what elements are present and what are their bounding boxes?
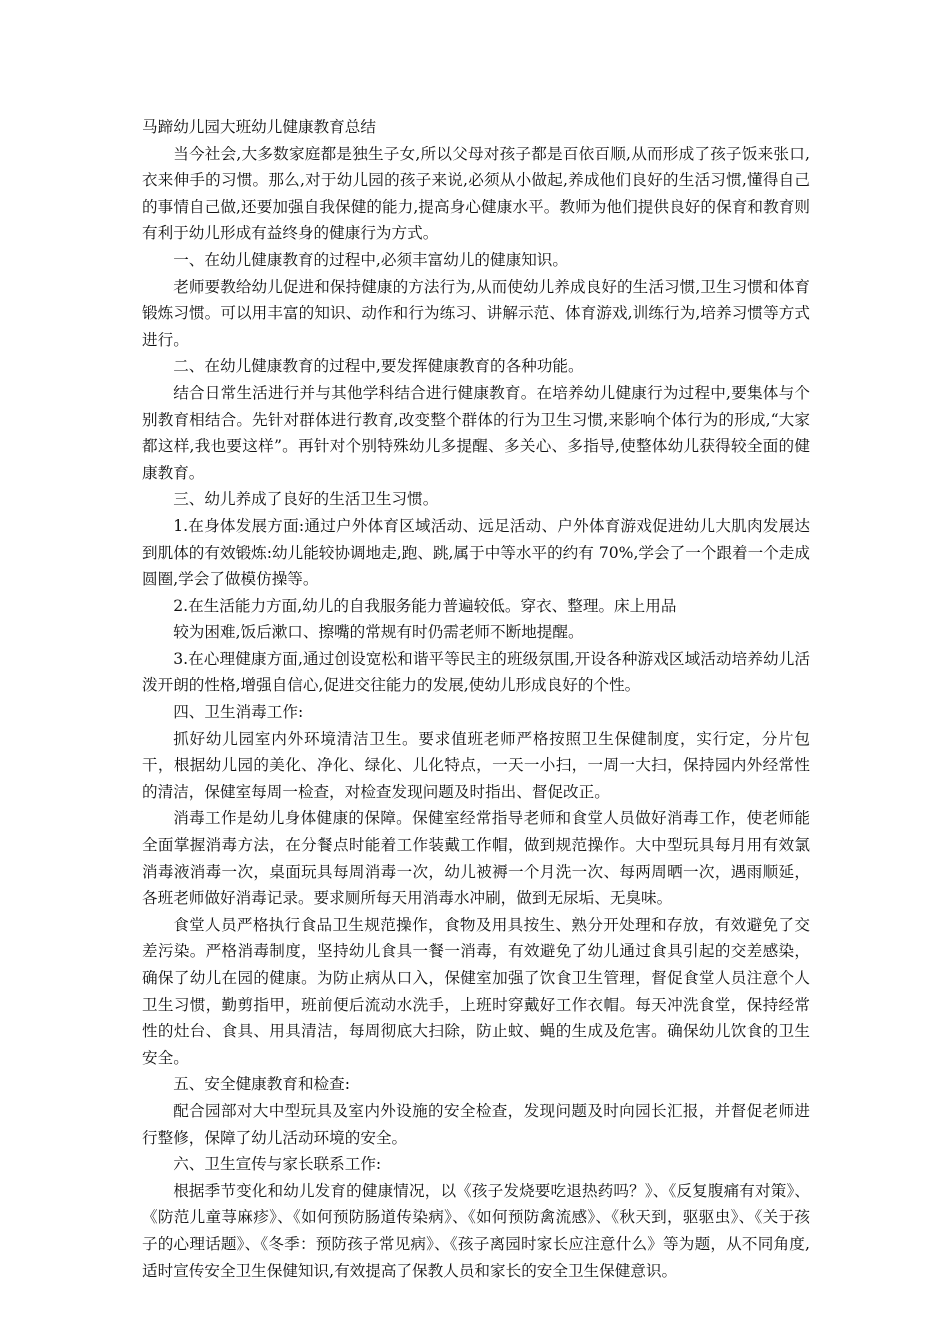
paragraph-section-4-disinfection: 消毒工作是幼儿身体健康的保障。保健室经常指导老师和食堂人员做好消毒工作，使老师能全面掌握消毒方法，在分餐点时能着工作装戴工作帽，做到规范操作。大中型玩具每月用有效氯消毒液消毒一次，桌面玩具每周消毒一次，幼儿被褥一个月洗一次、每两周晒一次，遇雨顺延，各班老师做好消毒记录。要求厕所每天用消毒水冲刷，做到无尿垢、无臭味。 [142, 809, 810, 908]
paragraph-section-6: 根据季节变化和幼儿发育的健康情况，以《孩子发烧要吃退热药吗？》、《反复腹痛有对策》、《防范儿童荨麻疹》、《如何预防肠道传染病》、《如何预防禽流感》、《秋天到，驱驱虫》、《关于孩子的心理话题》、《冬季：预防孩子常见病》、《孩子离园时家长应注意什么》等为题，从不同角度,适时宣传安全卫生保健知识,有效提高了保教人员和家长的安全卫生保健意识。 [142, 1181, 810, 1280]
section-heading-1: 一、在幼儿健康教育的过程中,必须丰富幼儿的健康知识。 [173, 250, 568, 269]
paragraph-section-4-canteen: 食堂人员严格执行食品卫生规范操作，食物及用具按生、熟分开处理和存放，有效避免了交差污染。严格消毒制度，坚持幼儿食具一餐一消毒，有效避免了幼儿通过食具引起的交差感染，确保了幼儿在园的健康。为防止病从口入，保健室加强了饮食卫生管理，督促食堂人员注意个人卫生习惯，勤剪指甲，班前便后流动水洗手，上班时穿戴好工作衣帽。每天冲洗食堂，保持经常性的灶台、食具、用具清洁，每周彻底大扫除，防止蚊、蝇的生成及危害。确保幼儿饮食的卫生安全。 [142, 915, 810, 1067]
paragraph-section-3-item-2-cont: 较为困难,饭后漱口、擦嘴的常规有时仍需老师不断地提醒。 [173, 623, 584, 642]
section-heading-2: 二、在幼儿健康教育的过程中,要发挥健康教育的各种功能。 [173, 357, 584, 376]
section-heading-6: 六、卫生宣传与家长联系工作: [173, 1155, 382, 1174]
section-heading-5: 五、安全健康教育和检查: [173, 1075, 350, 1094]
paragraph-intro: 当今社会,大多数家庭都是独生子女,所以父母对孩子都是百依百顺,从而形成了孩子饭来张口,衣来伸手的习惯。那么,对于幼儿园的孩子来说,必须从小做起,养成他们良好的生活习惯,懂得自己的事情自己做,还要加强自我保健的能力,提高身心健康水平。教师为他们提供良好的保育和教育则有利于幼儿形成有益终身的健康行为方式。 [142, 144, 810, 243]
section-heading-3: 三、幼儿养成了良好的生活卫生习惯。 [173, 490, 439, 509]
paragraph-section-2: 结合日常生活进行并与其他学科结合进行健康教育。在培养幼儿健康行为过程中,要集体与个别教育相结合。先针对群体进行教育,改变整个群体的行为卫生习惯,来影响个体行为的形成,“大家都这样,我也要这样”。再针对个别特殊幼儿多提醒、多关心、多指导,使整体幼儿获得较全面的健康教育。 [142, 383, 810, 482]
paragraph-section-3-item-2: 2.在生活能力方面,幼儿的自我服务能力普遍较低。穿衣、整理。床上用品 [173, 596, 677, 615]
paragraph-section-3-item-3: 3.在心理健康方面,通过创设宽松和谐平等民主的班级氛围,开设各种游戏区域活动培养幼儿活泼开朗的性格,增强自信心,促进交往能力的发展,使幼儿形成良好的个性。 [142, 649, 810, 695]
paragraph-section-5: 配合园部对大中型玩具及室内外设施的安全检查，发现问题及时向园长汇报，并督促老师进行整修，保障了幼儿活动环境的安全。 [142, 1101, 810, 1147]
document-title: 马蹄幼儿园大班幼儿健康教育总结 [142, 118, 376, 136]
document-page [142, 114, 810, 1284]
paragraph-section-1: 老师要教给幼儿促进和保持健康的方法行为,从而使幼儿养成良好的生活习惯,卫生习惯和体育锻炼习惯。可以用丰富的知识、动作和行为练习、讲解示范、体育游戏,训练行为,培养习惯等方式进行。 [142, 277, 810, 349]
paragraph-section-4-cleaning: 抓好幼儿园室内外环境清洁卫生。要求值班老师严格按照卫生保健制度，实行定，分片包干，根据幼儿园的美化、净化、绿化、儿化特点，一天一小扫，一周一大扫，保持园内外经常性的清洁，保健室每周一检查，对检查发现问题及时指出、督促改正。 [142, 729, 810, 801]
section-heading-4: 四、卫生消毒工作: [173, 703, 304, 722]
paragraph-section-3-item-1: 1.在身体发展方面:通过户外体育区域活动、远足活动、户外体育游戏促进幼儿大肌肉发展达到肌体的有效锻炼:幼儿能较协调地走,跑、跳,属于中等水平的约有 70%,学会了一个跟着一个走成圆圈,学会了做模仿操等。 [142, 516, 810, 589]
